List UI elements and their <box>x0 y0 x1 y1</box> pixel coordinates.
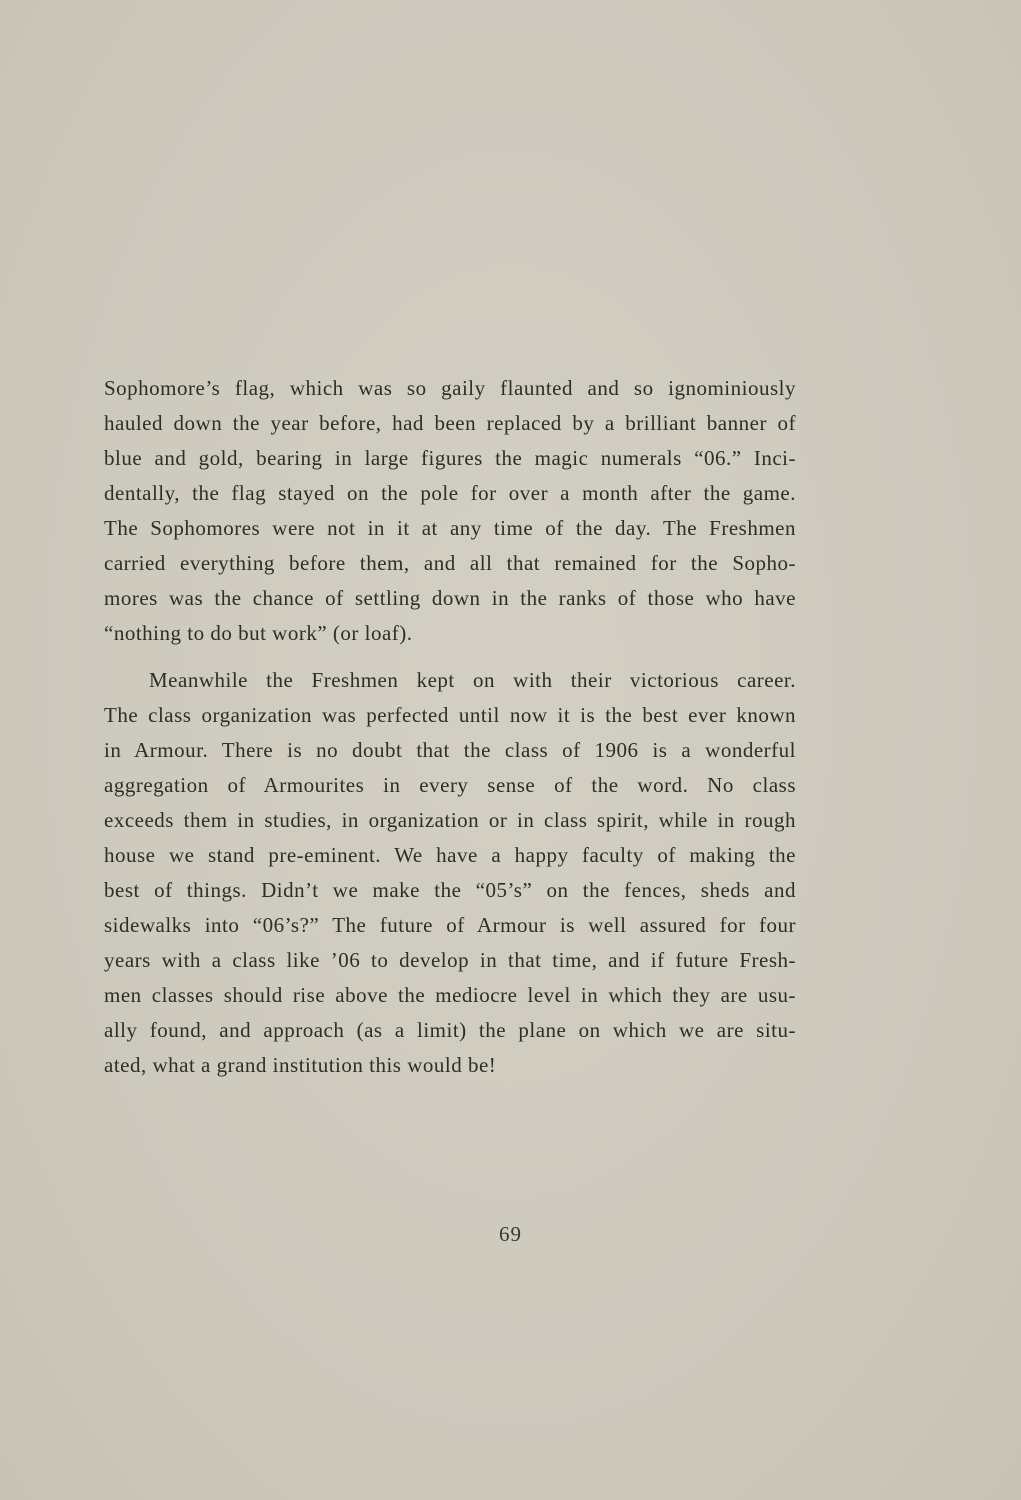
text-line: The Sophomores were not in it at any time of the day. The Freshmen <box>104 516 796 540</box>
text-line: hauled down the year before, had been replaced by a brilliant banner of <box>104 411 796 435</box>
text-line: blue and gold, bearing in large figures the magic numerals “06.” Inci- <box>104 446 796 470</box>
text-line: men classes should rise above the mediocre level in which they are usu- <box>104 983 796 1007</box>
text-line: carried everything before them, and all that remained for the Sopho- <box>104 551 796 575</box>
body-text <box>104 371 796 1083</box>
text-line: aggregation of Armourites in every sense of the word. No class <box>104 773 796 797</box>
paragraph-2 <box>104 663 796 1083</box>
text-line: ated, what a grand institution this would be! <box>104 1053 497 1077</box>
text-line: in Armour. There is no doubt that the class of 1906 is a wonderful <box>104 738 796 762</box>
text-line: best of things. Didn’t we make the “05’s” on the fences, sheds and <box>104 878 796 902</box>
paragraph-gap <box>104 651 796 663</box>
text-line: “nothing to do but work” (or loaf). <box>104 621 413 645</box>
page-number: 69 <box>499 1222 522 1246</box>
text-line: The class organization was perfected until now it is the best ever known <box>104 703 796 727</box>
text-line: sidewalks into “06’s?” The future of Armour is well assured for four <box>104 913 796 937</box>
text-line: Meanwhile the Freshmen kept on with their victorious career. <box>149 668 796 692</box>
paragraph-1 <box>104 371 796 651</box>
text-line: exceeds them in studies, in organization or in class spirit, while in rough <box>104 808 796 832</box>
text-line: house we stand pre-eminent. We have a happy faculty of making the <box>104 843 796 867</box>
text-line: Sophomore’s flag, which was so gaily flaunted and so ignominiously <box>104 376 796 400</box>
text-line: ally found, and approach (as a limit) the plane on which we are situ- <box>104 1018 796 1042</box>
text-line: dentally, the flag stayed on the pole for over a month after the game. <box>104 481 796 505</box>
text-line: mores was the chance of settling down in the ranks of those who have <box>104 586 796 610</box>
text-line: years with a class like ’06 to develop in that time, and if future Fresh- <box>104 948 796 972</box>
